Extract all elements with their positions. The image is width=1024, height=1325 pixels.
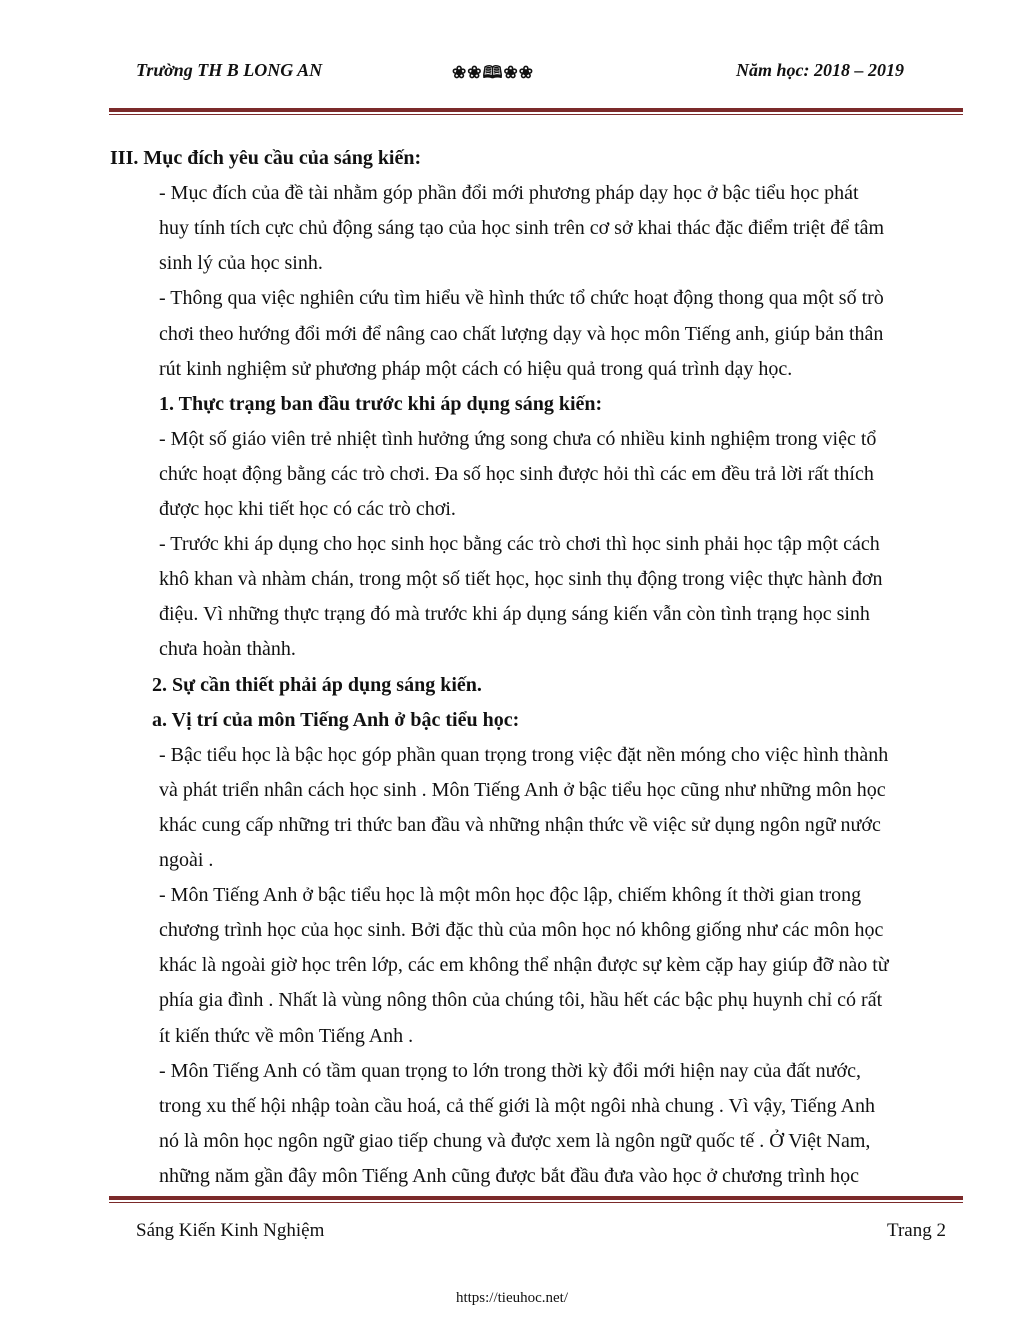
paragraph-line: rút kinh nghiệm sử phương pháp một cách có hiệu quả trong quá trình dạy học. (159, 358, 793, 380)
paragraph-line: khác cung cấp những tri thức ban đầu và những nhận thức về việc sử dụng ngôn ngữ nước (159, 814, 881, 836)
paragraph-line: ít kiến thức về môn Tiếng Anh . (159, 1025, 414, 1047)
paragraph-line: chơi theo hướng đổi mới để nâng cao chất lượng dạy và học môn Tiếng anh, giúp bản thân (159, 323, 884, 345)
school-name: Trường TH B LONG AN (136, 60, 323, 80)
paragraph-line: những năm gần đây môn Tiếng Anh cũng được bắt đầu đưa vào học ở chương trình học (159, 1165, 859, 1187)
paragraph-line: huy tính tích cực chủ động sáng tạo của học sinh trên cơ sở khai thác đặc điểm triệt để tâm (159, 217, 885, 239)
page-header (0, 60, 1024, 86)
paragraph-line: khô khan và nhàm chán, trong một số tiết học, học sinh thụ động trong việc thực hành đơn (159, 568, 883, 590)
footer-title: Sáng Kiến Kinh Nghiệm (136, 1220, 325, 1241)
paragraph-line: chưa hoàn thành. (159, 638, 296, 660)
paragraph-line: phía gia đình . Nhất là vùng nông thôn của chúng tôi, hầu hết các bậc phụ huynh chỉ có rất (159, 989, 883, 1011)
paragraph-line: - Mục đích của đề tài nhằm góp phần đổi mới phương pháp dạy học ở bậc tiểu học phát (159, 182, 859, 204)
paragraph-line: - Môn Tiếng Anh ở bậc tiểu học là một môn học độc lập, chiếm không ít thời gian trong (159, 884, 862, 906)
footer-rule-thin (109, 1202, 963, 1203)
paragraph-line: chức hoạt động bằng các trò chơi. Đa số học sinh được hỏi thì các em đều trả lời rất thích (159, 463, 874, 485)
paragraph-line: - Một số giáo viên trẻ nhiệt tình hưởng ứng song chưa có nhiều kinh nghiệm trong việc tổ (159, 428, 877, 450)
paragraph-line: trong xu thế hội nhập toàn cầu hoá, cả thế giới là một ngôi nhà chung . Vì vậy, Tiếng Anh (159, 1095, 876, 1117)
header-rule-thick (109, 108, 963, 112)
paragraph-line: - Bậc tiểu học là bậc học góp phần quan trọng trong việc đặt nền móng cho việc hình thành (159, 744, 889, 766)
page-number: Trang 2 (887, 1220, 946, 1241)
paragraph-line: và phát triển nhân cách học sinh . Môn Tiếng Anh ở bậc tiểu học cũng như những môn học (159, 779, 886, 801)
section-heading: a. Vị trí của môn Tiếng Anh ở bậc tiểu học: (152, 709, 520, 731)
paragraph-line: sinh lý của học sinh. (159, 252, 323, 274)
header-ornament: ❀❀🕮❀❀ (452, 63, 535, 82)
paragraph-line: ngoài . (159, 849, 214, 871)
header-rule-thin (109, 114, 963, 115)
paragraph-line: - Trước khi áp dụng cho học sinh học bằng các trò chơi thì học sinh phải học tập một cách (159, 533, 880, 555)
paragraph-line: nó là môn học ngôn ngữ giao tiếp chung và được xem là ngôn ngữ quốc tế . Ở Việt Nam, (159, 1130, 871, 1152)
section-heading: 1. Thực trạng ban đầu trước khi áp dụng sáng kiến: (159, 393, 603, 415)
paragraph-line: điệu. Vì những thực trạng đó mà trước khi áp dụng sáng kiến vẫn còn tình trạng học sinh (159, 603, 870, 625)
paragraph-line: khác là ngoài giờ học trên lớp, các em không thể nhận được sự kèm cặp hay giúp đỡ nào từ (159, 954, 889, 976)
school-year: Năm học: 2018 – 2019 (736, 60, 904, 80)
section-heading: 2. Sự cần thiết phải áp dụng sáng kiến. (152, 674, 482, 696)
paragraph-line: được học khi tiết học có các trò chơi. (159, 498, 456, 520)
paragraph-line: chương trình học của học sinh. Bởi đặc thù của môn học nó không giống như các môn học (159, 919, 884, 941)
footer-rule-thick (109, 1196, 963, 1200)
section-heading: III. Mục đích yêu cầu của sáng kiến: (110, 147, 422, 169)
source-link[interactable]: https://tieuhoc.net/ (455, 1290, 569, 1306)
paragraph-line: - Môn Tiếng Anh có tầm quan trọng to lớn trong thời kỳ đổi mới hiện nay của đất nước, (159, 1060, 861, 1082)
paragraph-line: - Thông qua việc nghiên cứu tìm hiểu về hình thức tổ chức hoạt động thong qua một số trò (159, 287, 884, 309)
